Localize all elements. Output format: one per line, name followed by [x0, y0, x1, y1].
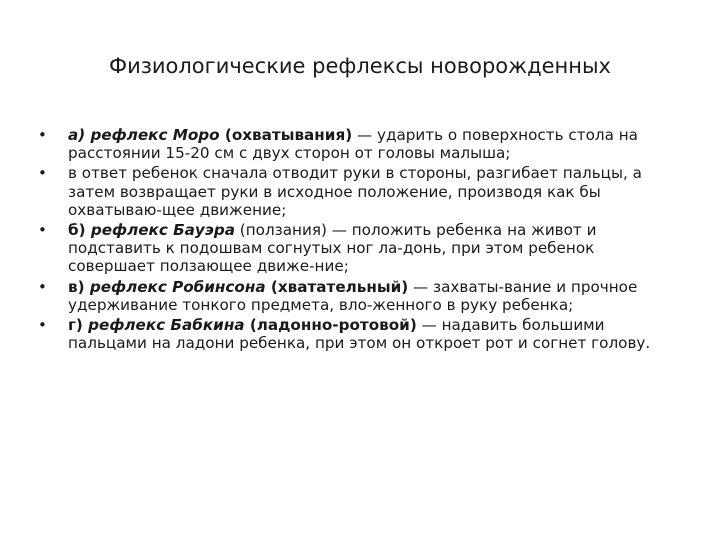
bullet-icon: •: [38, 164, 47, 183]
slide-content: [36, 126, 686, 354]
slide-title: Физиологические рефлексы новорожденных: [109, 54, 611, 78]
bullet-icon: •: [38, 221, 47, 240]
list-item: [36, 164, 686, 219]
list-item-text: а) рефлекс Моро: [68, 126, 220, 144]
bullet-list: [36, 126, 686, 352]
list-item-text: — захваты-вание и прочное удерживание тонкого предмета, вло-женного в руку ребенка;: [68, 277, 638, 314]
list-item-text: рефлекс Бабкина: [88, 316, 245, 335]
list-item-text: (ладонно-ротовой): [244, 316, 417, 335]
list-item: [36, 221, 686, 276]
list-item-text: — надавить большими пальцами на ладони ребенка, при этом он откроет рот и согнет голову.: [68, 316, 651, 353]
bullet-icon: •: [38, 126, 47, 144]
list-item: [36, 316, 686, 352]
list-item-text: в ответ ребенок сначала отводит руки в стороны, разгибает пальцы, а затем возвращает руки в исходное положение, производя как бы охватываю-щее движение;: [68, 164, 642, 219]
list-item-text: (хватательный): [265, 277, 409, 296]
bullet-icon: •: [38, 277, 47, 296]
list-item-text: б): [68, 221, 91, 240]
list-item-text: рефлекс Робинсона: [89, 277, 266, 296]
list-item-text: — ударить о поверхность стола на расстоянии 15-20 см с двух сторон от головы малыша;: [68, 126, 638, 163]
list-item-text: (ползания) — положить ребенка на живот и подставить к подошвам согнутых ног ла-донь, при этом ребенок совершает ползающее движе-ние;: [68, 221, 597, 276]
list-item-text: г): [68, 316, 89, 335]
list-item: [36, 126, 686, 162]
list-item-text: рефлекс Бауэра: [90, 221, 235, 240]
list-item: [36, 278, 686, 314]
list-item-text: (охватывания): [219, 126, 353, 144]
bullet-icon: •: [38, 316, 47, 335]
list-item-text: в): [68, 277, 90, 296]
